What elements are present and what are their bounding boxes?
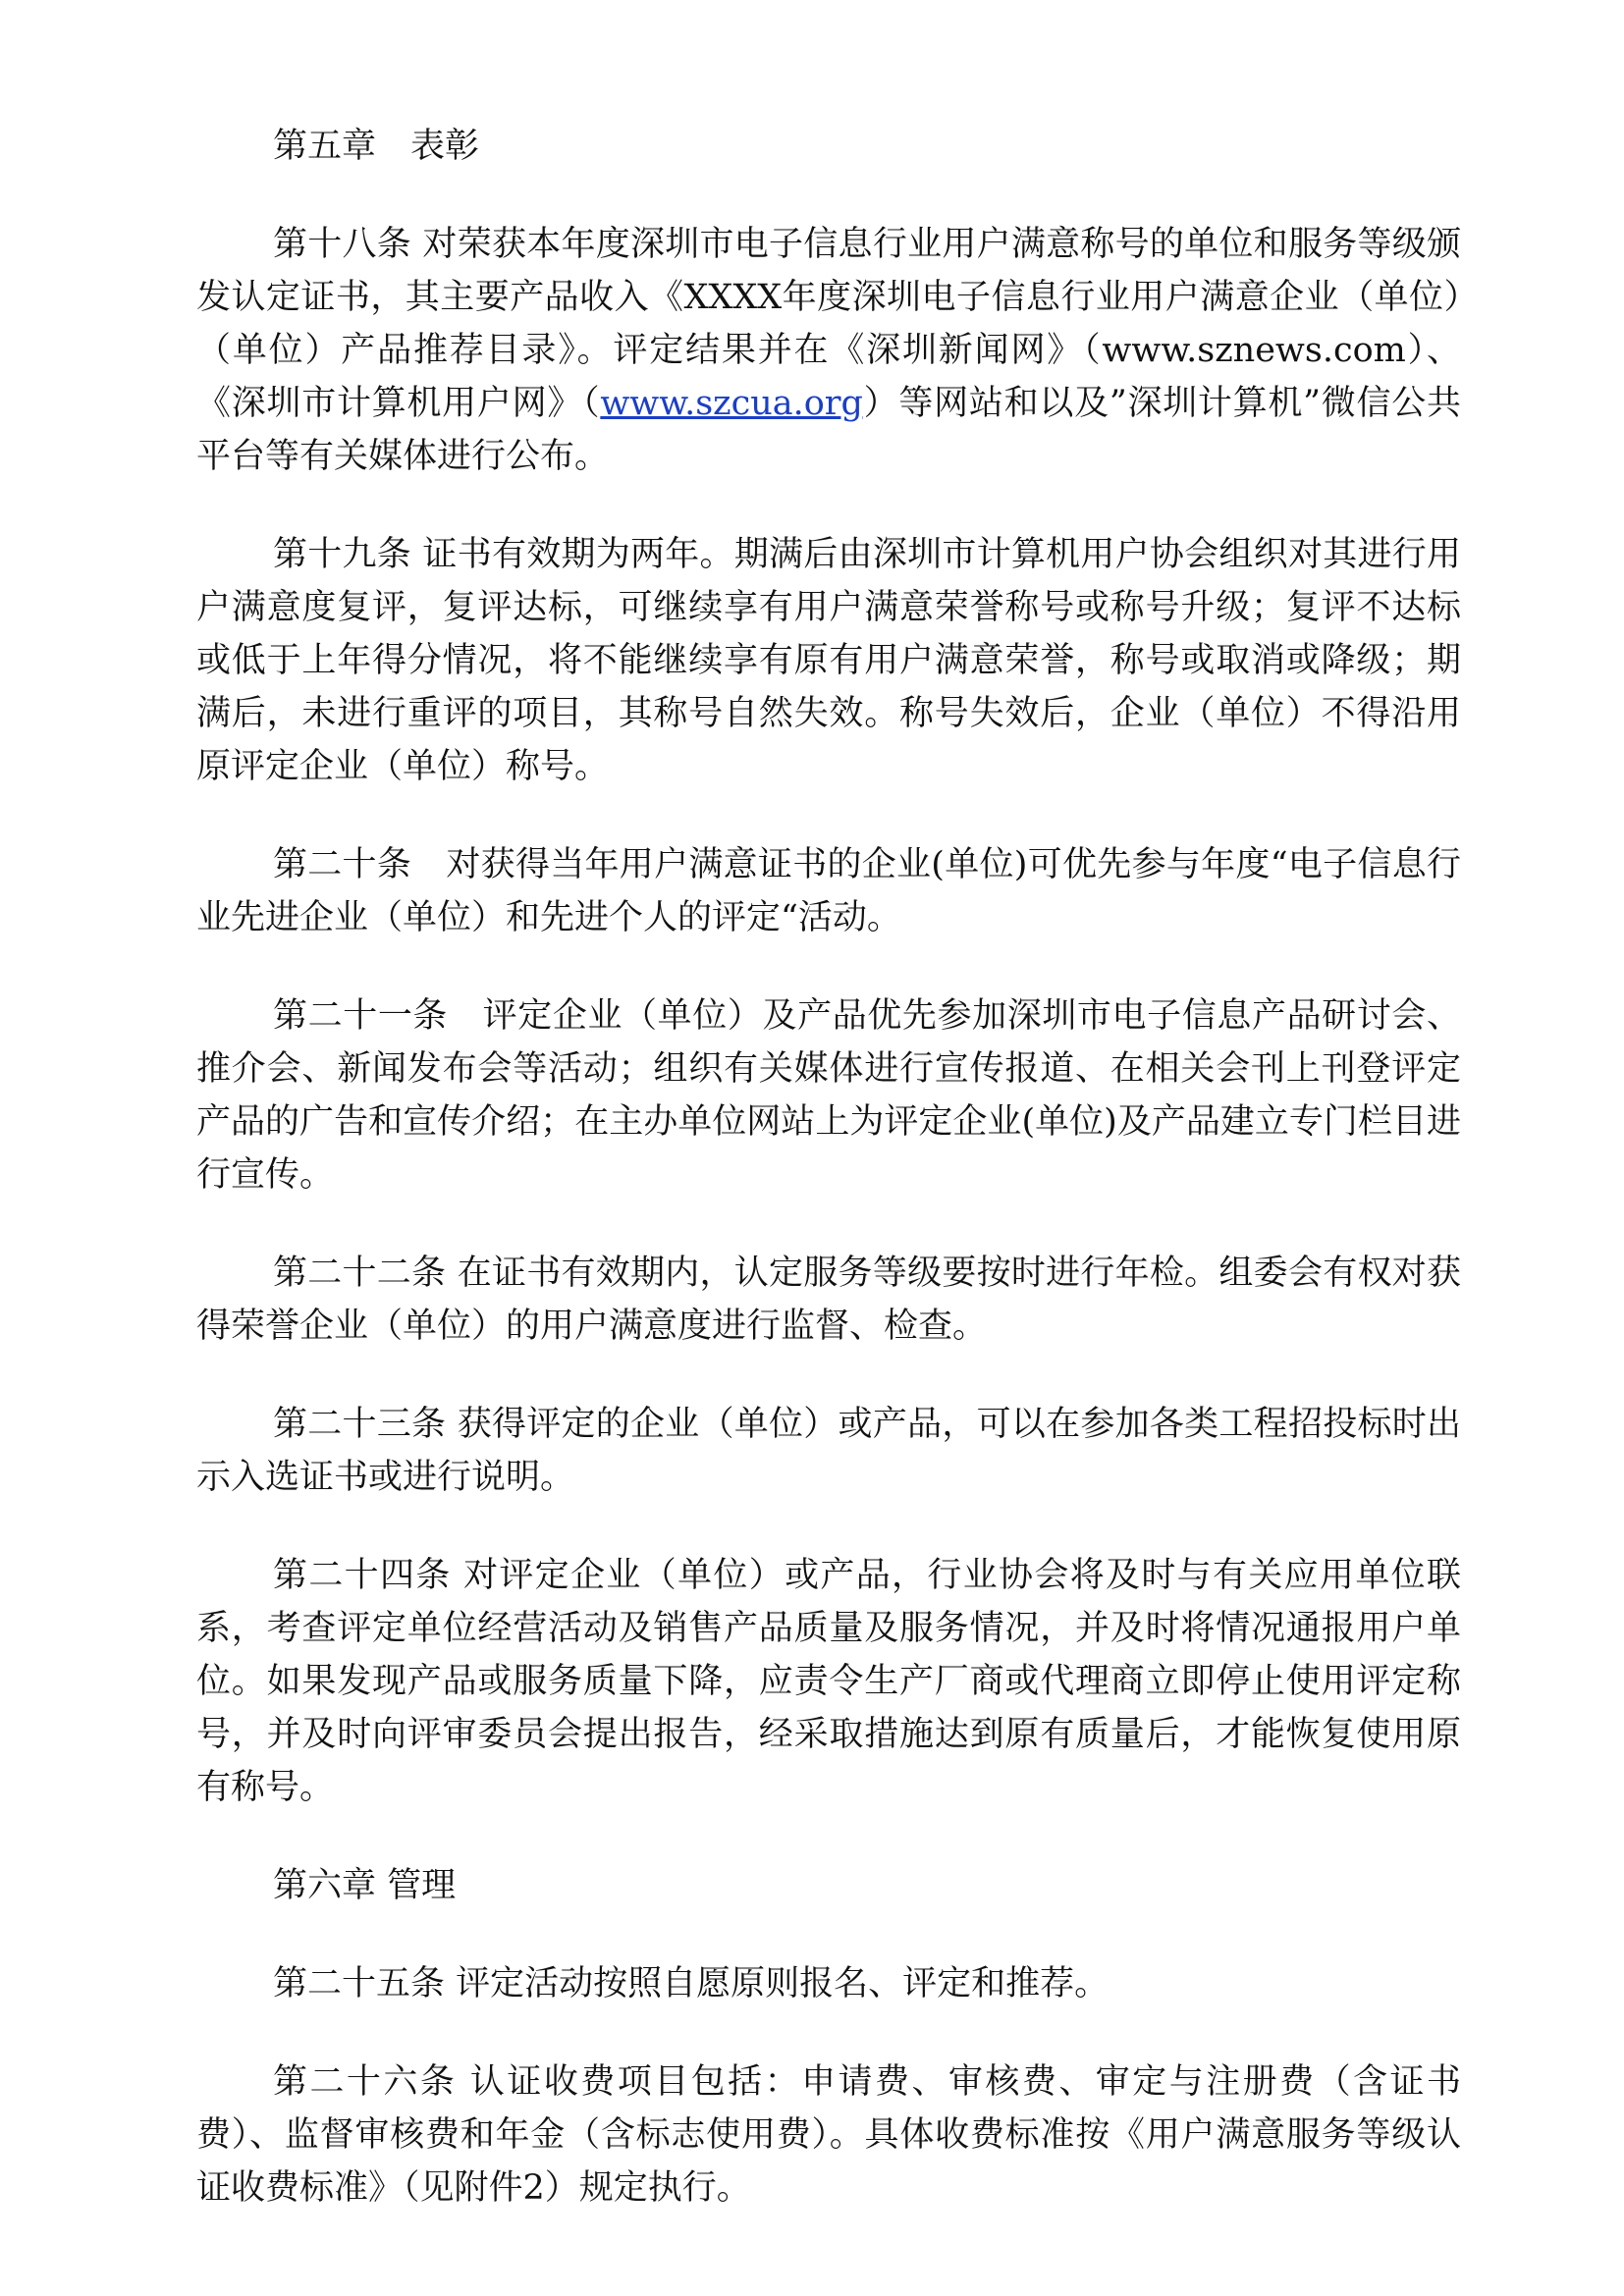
article-26: 第二十六条 认证收费项目包括：申请费、审核费、审定与注册费（含证书费）、监督审核费和年金（含标志使用费）。具体收费标准按《用户满意服务等级认证收费标准》（见附件2）规定执行。: [196, 2062, 1461, 2208]
article-24: 第二十四条 对评定企业（单位）或产品，行业协会将及时与有关应用单位联系，考查评定单位经营活动及销售产品质量及服务情况，并及时将情况通报用户单位。如果发现产品或服务质量下降，应责令生产厂商或代理商立即停止使用评定称号，并及时向评审委员会提出报告，经采取措施达到原有质量后，才能恢复使用原有称号。: [196, 1556, 1461, 1807]
article-25: 第二十五条 评定活动按照自愿原则报名、评定和推荐。: [273, 1964, 1110, 2003]
article-18: [196, 218, 1461, 483]
article-23: 第二十三条 获得评定的企业（单位）或产品，可以在参加各类工程招投标时出示入选证书或进行说明。: [196, 1405, 1461, 1497]
article-19: 第十九条 证书有效期为两年。期满后由深圳市计算机用户协会组织对其进行用户满意度复评，复评达标，可继续享有用户满意荣誉称号或称号升级；复评不达标或低于上年得分情况，将不能继续享有原有用户满意荣誉，称号或取消或降级；期满后，未进行重评的项目，其称号自然失效。称号失效后，企业（单位）不得沿用原评定企业（单位）称号。: [196, 535, 1461, 786]
article-18-text-b: ）等网站和以及”深圳计算机”微信公共平台等有关媒体进行公布。: [196, 384, 1461, 476]
chapter-5-heading: 第五章 表彰: [273, 127, 480, 166]
article-20: 第二十条 对获得当年用户满意证书的企业(单位)可优先参与年度“电子信息行业先进企业（单位）和先进个人的评定“活动。: [196, 845, 1461, 937]
article-18-text-a: 第十八条 对荣获本年度深圳市电子信息行业用户满意称号的单位和服务等级颁发认定证书，其主要产品收入《XXXX年度深圳电子信息行业用户满意企业（单位）（单位）产品推荐目录》。评定结果并在《深圳新闻网》（www.sznews.com）、《深圳市计算机用户网》（: [196, 225, 1461, 423]
szcua-link[interactable]: www.szcua.org: [600, 384, 863, 423]
article-21: 第二十一条 评定企业（单位）及产品优先参加深圳市电子信息产品研讨会、推介会、新闻发布会等活动；组织有关媒体进行宣传报道、在相关会刊上刊登评定产品的广告和宣传介绍；在主办单位网站上为评定企业(单位)及产品建立专门栏目进行宣传。: [196, 996, 1461, 1195]
chapter-6-heading: 第六章 管理: [273, 1866, 457, 1905]
article-22: 第二十二条 在证书有效期内，认定服务等级要按时进行年检。组委会有权对获得荣誉企业（单位）的用户满意度进行监督、检查。: [196, 1254, 1461, 1346]
